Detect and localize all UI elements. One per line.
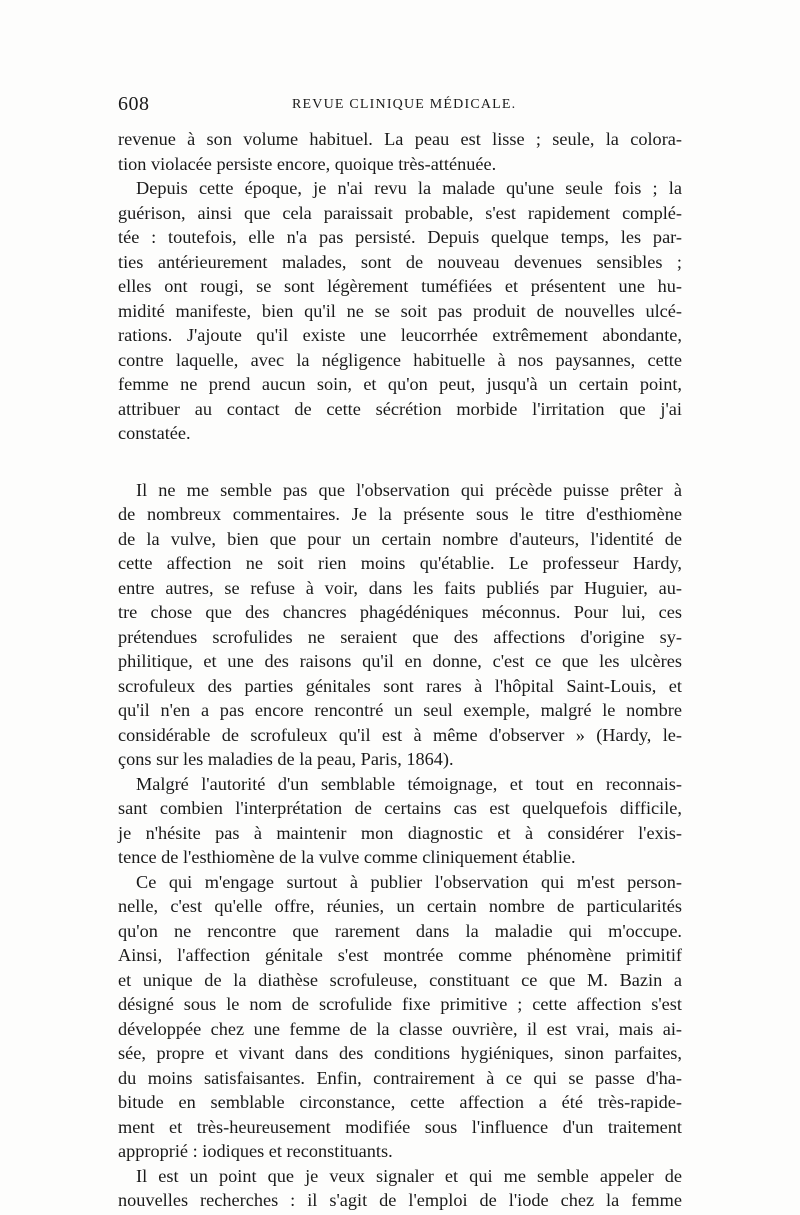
- paragraph: [118, 478, 682, 772]
- body-text: [118, 127, 682, 1213]
- paragraph: [118, 176, 682, 446]
- text-line: prétendues scrofulides ne seraient que des affections d'origine sy-: [118, 626, 682, 647]
- text-line: désigné sous le nom de scrofulide fixe primitive ; cette affection s'est: [118, 994, 682, 1014]
- text-line: Ainsi, l'affection génitale s'est montrée comme phénomène primitif: [118, 945, 682, 965]
- paragraph: [118, 870, 682, 1164]
- text-line: tence de l'esthiomène de la vulve comme cliniquement établie.: [118, 847, 576, 867]
- text-line: de la vulve, bien que pour un certain nombre d'auteurs, l'identité de: [118, 528, 682, 549]
- text-line: approprié : iodiques et reconstituants.: [118, 1141, 393, 1161]
- text-line: considérable de scrofuleux qu'il est à même d'observer » (Hardy, le-: [118, 724, 682, 745]
- text-line: constatée.: [118, 423, 191, 443]
- page-header: [118, 93, 682, 119]
- text-line: philitique, et une des raisons qu'il en donne, c'est ce que les ulcères: [118, 651, 682, 671]
- text-line: tion violacée persiste encore, quoique très-atténuée.: [118, 153, 497, 174]
- text-line: nelle, c'est qu'elle offre, réunies, un certain nombre de particularités: [118, 896, 682, 916]
- paragraph: [118, 1164, 682, 1213]
- text-line: attribuer au contact de cette sécrétion morbide l'irritation que j'ai: [118, 398, 682, 419]
- text-line: bitude en semblable circonstance, cette affection a été très-rapide-: [118, 1092, 682, 1112]
- text-line: Malgré l'autorité d'un semblable témoignage, et tout en reconnais-: [136, 773, 682, 794]
- text-line: tée : toutefois, elle n'a pas persisté. Depuis quelque temps, les par-: [118, 227, 682, 247]
- running-title: REVUE CLINIQUE MÉDICALE.: [292, 97, 517, 112]
- text-line: qu'il n'en a pas encore rencontré un seul exemple, malgré le nombre: [118, 700, 682, 720]
- text-line: et unique de la diathèse scrofuleuse, constituant ce que M. Bazin a: [118, 969, 682, 990]
- text-line: développée chez une femme de la classe ouvrière, il est vrai, mais ai-: [118, 1018, 682, 1039]
- page-number: 608: [118, 93, 150, 115]
- text-line: Il ne me semble pas que l'observation qui précède puisse prêter à: [136, 479, 682, 500]
- text-line: midité manifeste, bien qu'il ne se soit pas produit de nouvelles ulcé-: [118, 300, 682, 321]
- text-line: sant combien l'interprétation de certains cas est quelquefois difficile,: [118, 798, 682, 818]
- text-line: nouvelles recherches : il s'agit de l'emploi de l'iode chez la femme: [118, 1190, 682, 1210]
- text-line: contre laquelle, avec la négligence habituelle à nos paysannes, cette: [118, 349, 682, 370]
- paragraph-continued: [118, 127, 682, 176]
- text-line: cette affection ne soit rien moins qu'établie. Le professeur Hardy,: [118, 553, 682, 573]
- text-line: Depuis cette époque, je n'ai revu la malade qu'une seule fois ; la: [136, 178, 682, 198]
- paragraph: [118, 772, 682, 870]
- text-line: Il est un point que je veux signaler et qui me semble appeler de: [136, 1165, 682, 1186]
- text-line: ties antérieurement malades, sont de nouveau devenues sensibles ;: [118, 251, 682, 272]
- text-line: scrofuleux des parties génitales sont rares à l'hôpital Saint-Louis, et: [118, 675, 682, 696]
- text-line: je n'hésite pas à maintenir mon diagnostic et à considérer l'exis-: [118, 822, 682, 843]
- text-line: entre autres, se refuse à voir, dans les faits publiés par Huguier, au-: [118, 577, 682, 598]
- text-line: du moins satisfaisantes. Enfin, contrairement à ce qui se passe d'ha-: [118, 1067, 682, 1088]
- text-line: elles ont rougi, se sont légèrement tuméfiées et présentent une hu-: [118, 276, 682, 296]
- text-line: tre chose que des chancres phagédéniques méconnus. Pour lui, ces: [118, 602, 682, 622]
- text-line: qu'on ne rencontre que rarement dans la maladie qui m'occupe.: [118, 920, 682, 941]
- text-line: sée, propre et vivant dans des conditions hygiéniques, sinon parfaites,: [118, 1043, 682, 1063]
- section-break: [118, 446, 682, 478]
- text-line: revenue à son volume habituel. La peau est lisse ; seule, la colora-: [118, 129, 682, 149]
- text-line: Ce qui m'engage surtout à publier l'observation qui m'est person-: [136, 871, 682, 892]
- text-line: ment et très-heureusement modifiée sous l'influence d'un traitement: [118, 1116, 682, 1137]
- text-line: guérison, ainsi que cela paraissait probable, s'est rapidement complé-: [118, 202, 682, 223]
- text-line: de nombreux commentaires. Je la présente sous le titre d'esthiomène: [118, 504, 682, 524]
- text-line: femme ne prend aucun soin, et qu'on peut, jusqu'à un certain point,: [118, 374, 682, 394]
- text-line: çons sur les maladies de la peau, Paris, 1864).: [118, 749, 454, 769]
- text-line: rations. J'ajoute qu'il existe une leucorrhée extrêmement abondante,: [118, 325, 682, 345]
